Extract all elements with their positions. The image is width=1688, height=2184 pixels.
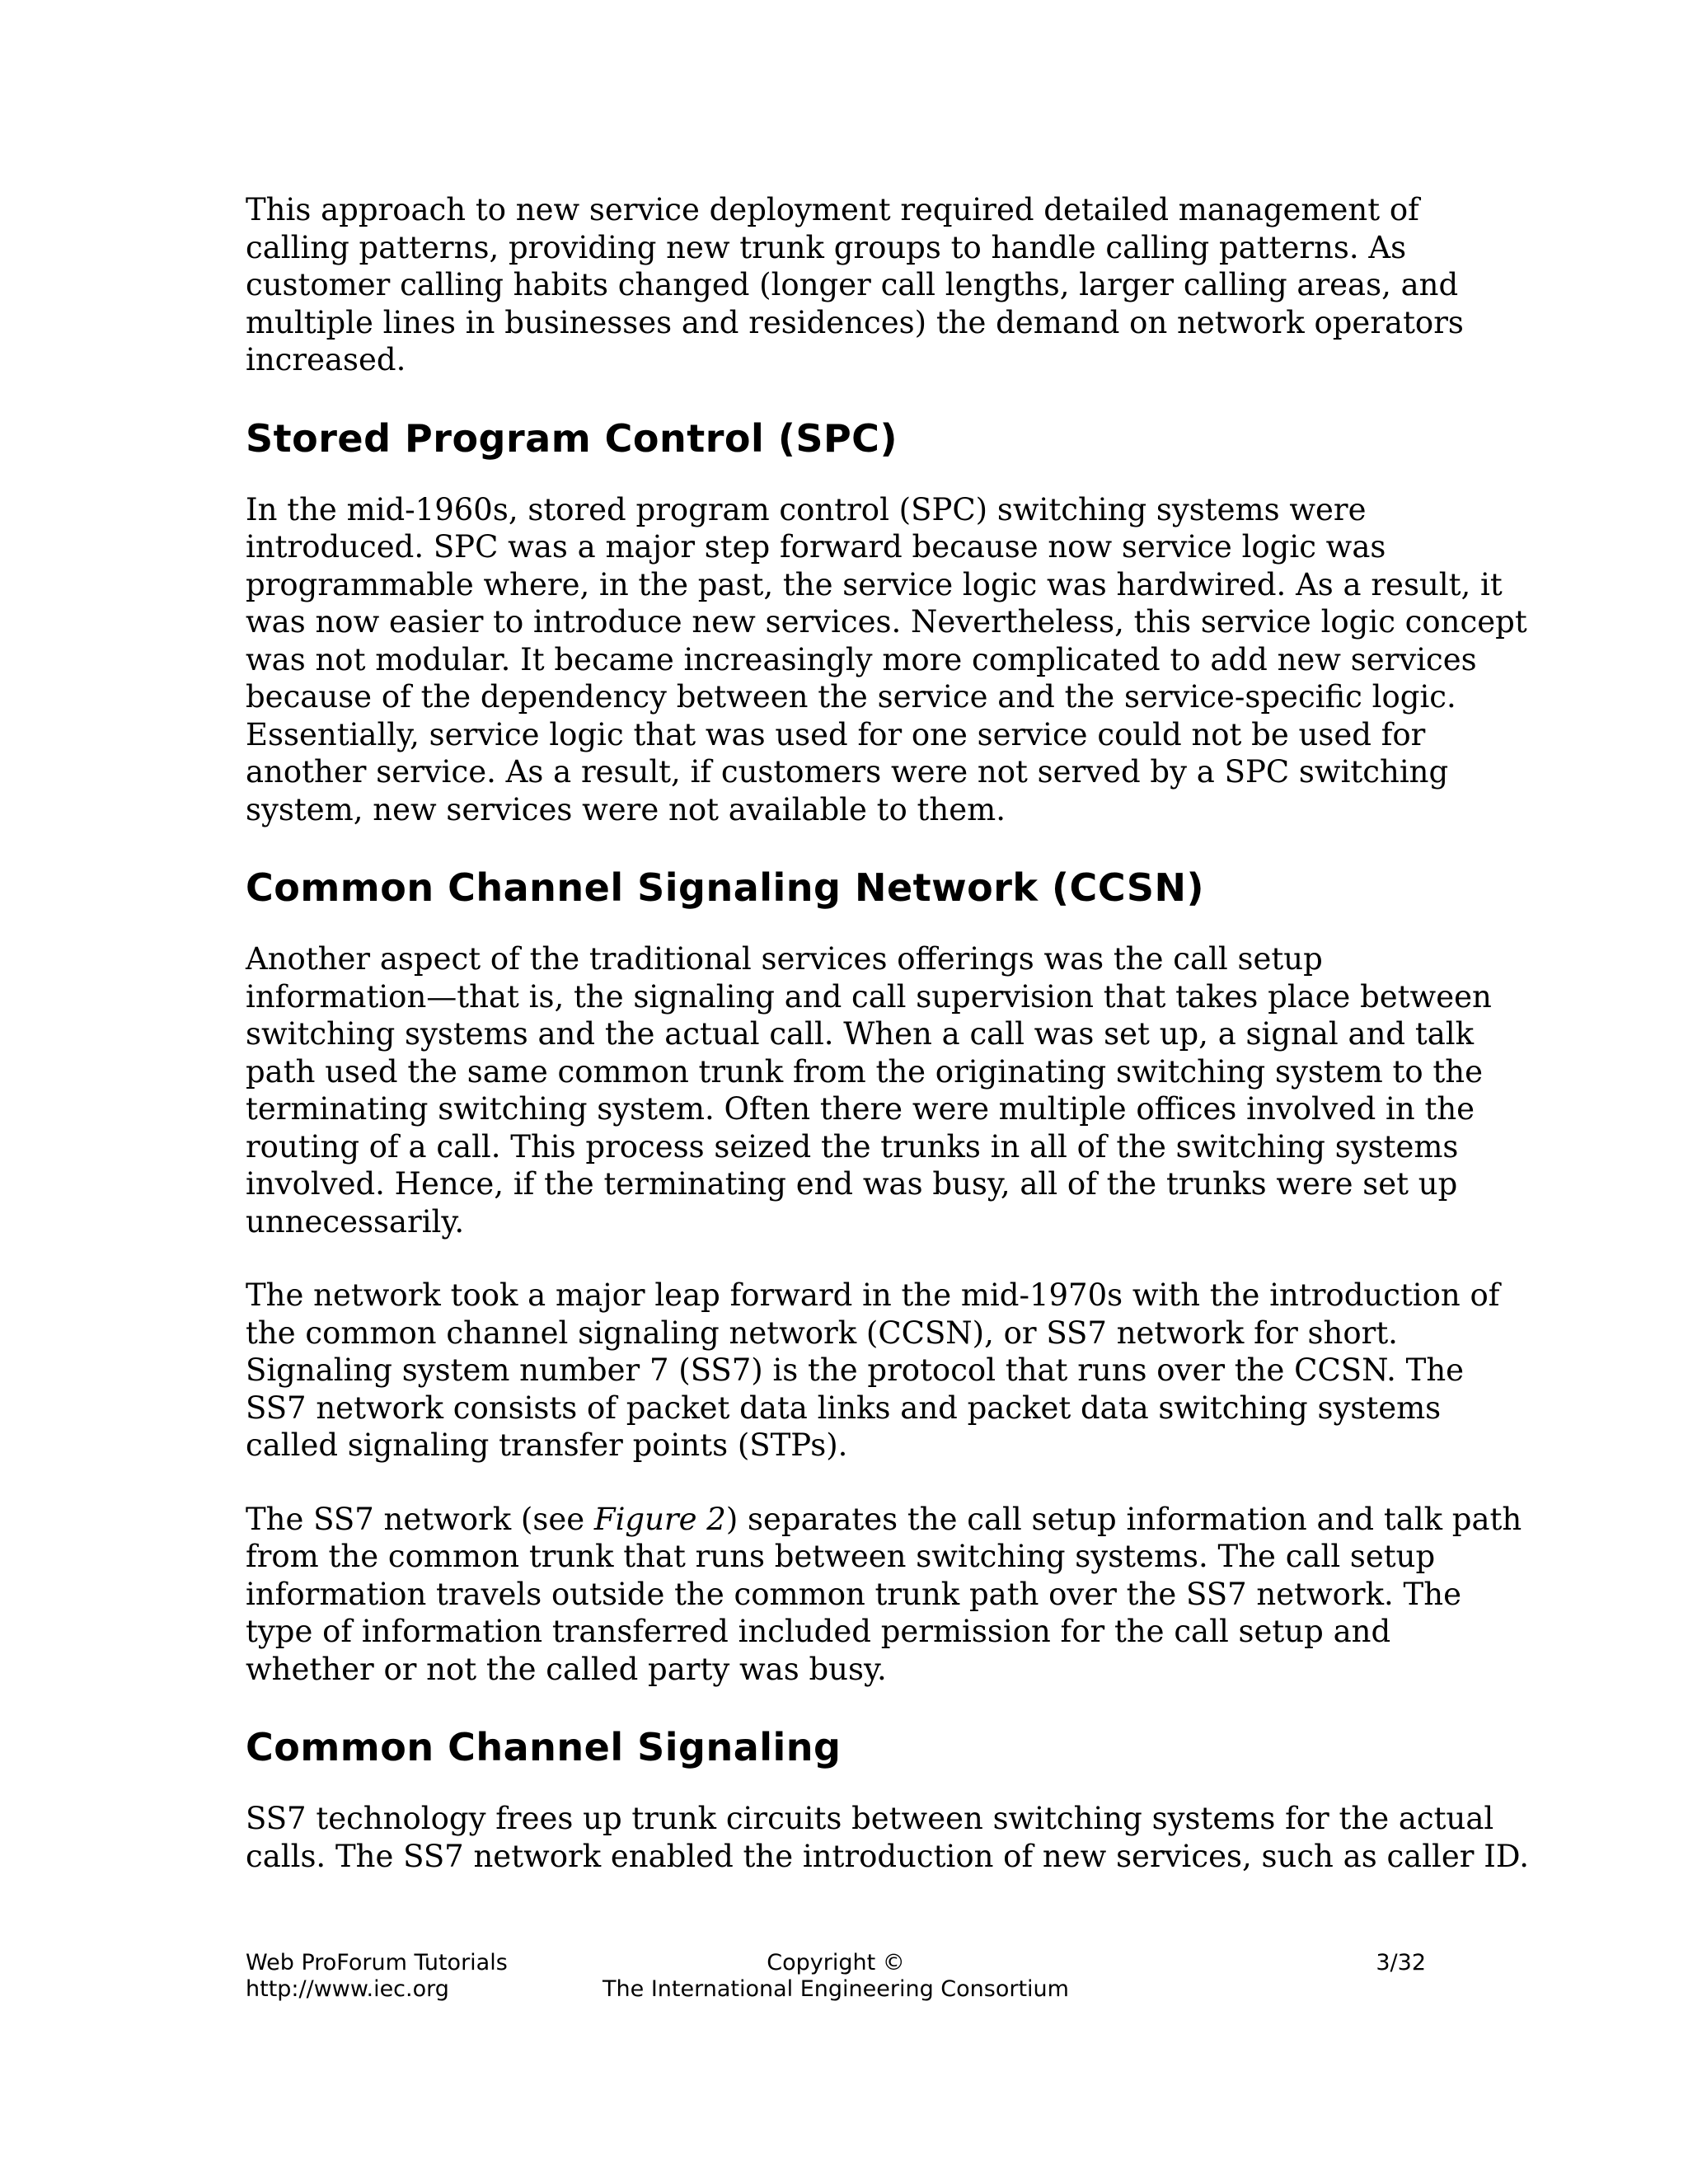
text-line: In the mid-1960s, stored program control (SPC) switching systems were — [246, 491, 1367, 527]
text-line — [246, 1501, 1522, 1539]
text-fragment: The SS7 network (see — [246, 1501, 594, 1537]
footer-copyright — [246, 1950, 1426, 2003]
text-line: switching systems and the actual call. When a call was set up, a signal and talk — [246, 1016, 1475, 1052]
text-line: involved. Hence, if the terminating end was busy, all of the trunks were set up — [246, 1166, 1458, 1202]
text-line: because of the dependency between the service and the service-specific logic. — [246, 679, 1456, 715]
page-number — [1376, 1950, 1426, 1976]
text-line: was now easier to introduce new services. Nevertheless, this service logic concept — [246, 604, 1527, 640]
text-line: This approach to new service deployment required detailed management of — [246, 192, 1419, 227]
text-line: customer calling habits changed (longer call lengths, larger calling areas, and — [246, 267, 1459, 302]
heading-spc: Stored Program Control (SPC) — [246, 415, 898, 461]
text-line: unnecessarily. — [246, 1203, 465, 1240]
text-line: programmable where, in the past, the service logic was hardwired. As a result, it — [246, 566, 1503, 602]
footer-publisher: Web ProForum Tutorials — [246, 1950, 508, 1975]
page-footer — [246, 1950, 1426, 2016]
text-line: multiple lines in businesses and residences) the demand on network operators — [246, 304, 1464, 340]
text-line: calls. The SS7 network enabled the introduction of new services, such as caller ID. — [246, 1838, 1529, 1874]
text-line: system, new services were not available to them. — [246, 791, 1006, 827]
text-line: from the common trunk that runs between switching systems. The call setup — [246, 1539, 1436, 1574]
text-line: SS7 technology frees up trunk circuits between switching systems for the actual — [246, 1801, 1494, 1836]
text-line: type of information transferred included permission for the call setup and — [246, 1614, 1391, 1649]
text-line: SS7 network consists of packet data links and packet data switching systems — [246, 1390, 1442, 1426]
text-fragment: ) separates the call setup information and talk path — [725, 1501, 1522, 1537]
heading-ccsn: Common Channel Signaling Network (CCSN) — [246, 865, 1205, 910]
text-line: path used the same common trunk from the originating switching system to the — [246, 1053, 1483, 1090]
text-line: The network took a major leap forward in the mid-1970s with the introduction of — [246, 1277, 1500, 1313]
intro-paragraph — [246, 191, 1464, 379]
text-line: calling patterns, providing new trunk groups to handle calling patterns. As — [246, 229, 1407, 265]
ccs-paragraph — [246, 1800, 1529, 1875]
page-number-text: 3/32 — [1376, 1950, 1426, 1975]
ccsn-paragraph-1 — [246, 940, 1492, 1240]
text-line: the common channel signaling network (CCSN), or SS7 network for short. — [246, 1315, 1398, 1351]
footer-url: http://www.iec.org — [246, 1976, 449, 2002]
text-line: information—that is, the signaling and call supervision that takes place between — [246, 978, 1492, 1015]
text-line: whether or not the called party was busy. — [246, 1651, 887, 1687]
ccsn-paragraph-3 — [246, 1501, 1522, 1689]
text-line: terminating switching system. Often there were multiple offices involved in the — [246, 1091, 1475, 1127]
copyright-label: Copyright © — [767, 1950, 905, 1975]
text-line: increased. — [246, 342, 406, 377]
text-line: information travels outside the common trunk path over the SS7 network. The — [246, 1576, 1461, 1612]
page-content — [246, 191, 1529, 1911]
text-line: Essentially, service logic that was used for one service could not be used for — [246, 716, 1426, 752]
text-line: another service. As a result, if customers were not served by a SPC switching — [246, 754, 1449, 790]
spc-paragraph — [246, 491, 1527, 829]
text-line: routing of a call. This process seized the trunks in all of the switching systems — [246, 1128, 1459, 1165]
text-line: was not modular. It became increasingly more complicated to add new services — [246, 641, 1477, 677]
ccsn-paragraph-2 — [246, 1277, 1500, 1465]
copyright-holder: The International Engineering Consortium — [603, 1976, 1069, 2002]
text-line: introduced. SPC was a major step forward because now service logic was — [246, 529, 1386, 565]
heading-ccs: Common Channel Signaling — [246, 1725, 842, 1769]
text-line: Signaling system number 7 (SS7) is the protocol that runs over the CCSN. The — [246, 1352, 1465, 1388]
text-line: called signaling transfer points (STPs). — [246, 1427, 848, 1463]
text-line: Another aspect of the traditional services offerings was the call setup — [246, 941, 1323, 977]
figure-reference: Figure 2 — [593, 1501, 726, 1537]
